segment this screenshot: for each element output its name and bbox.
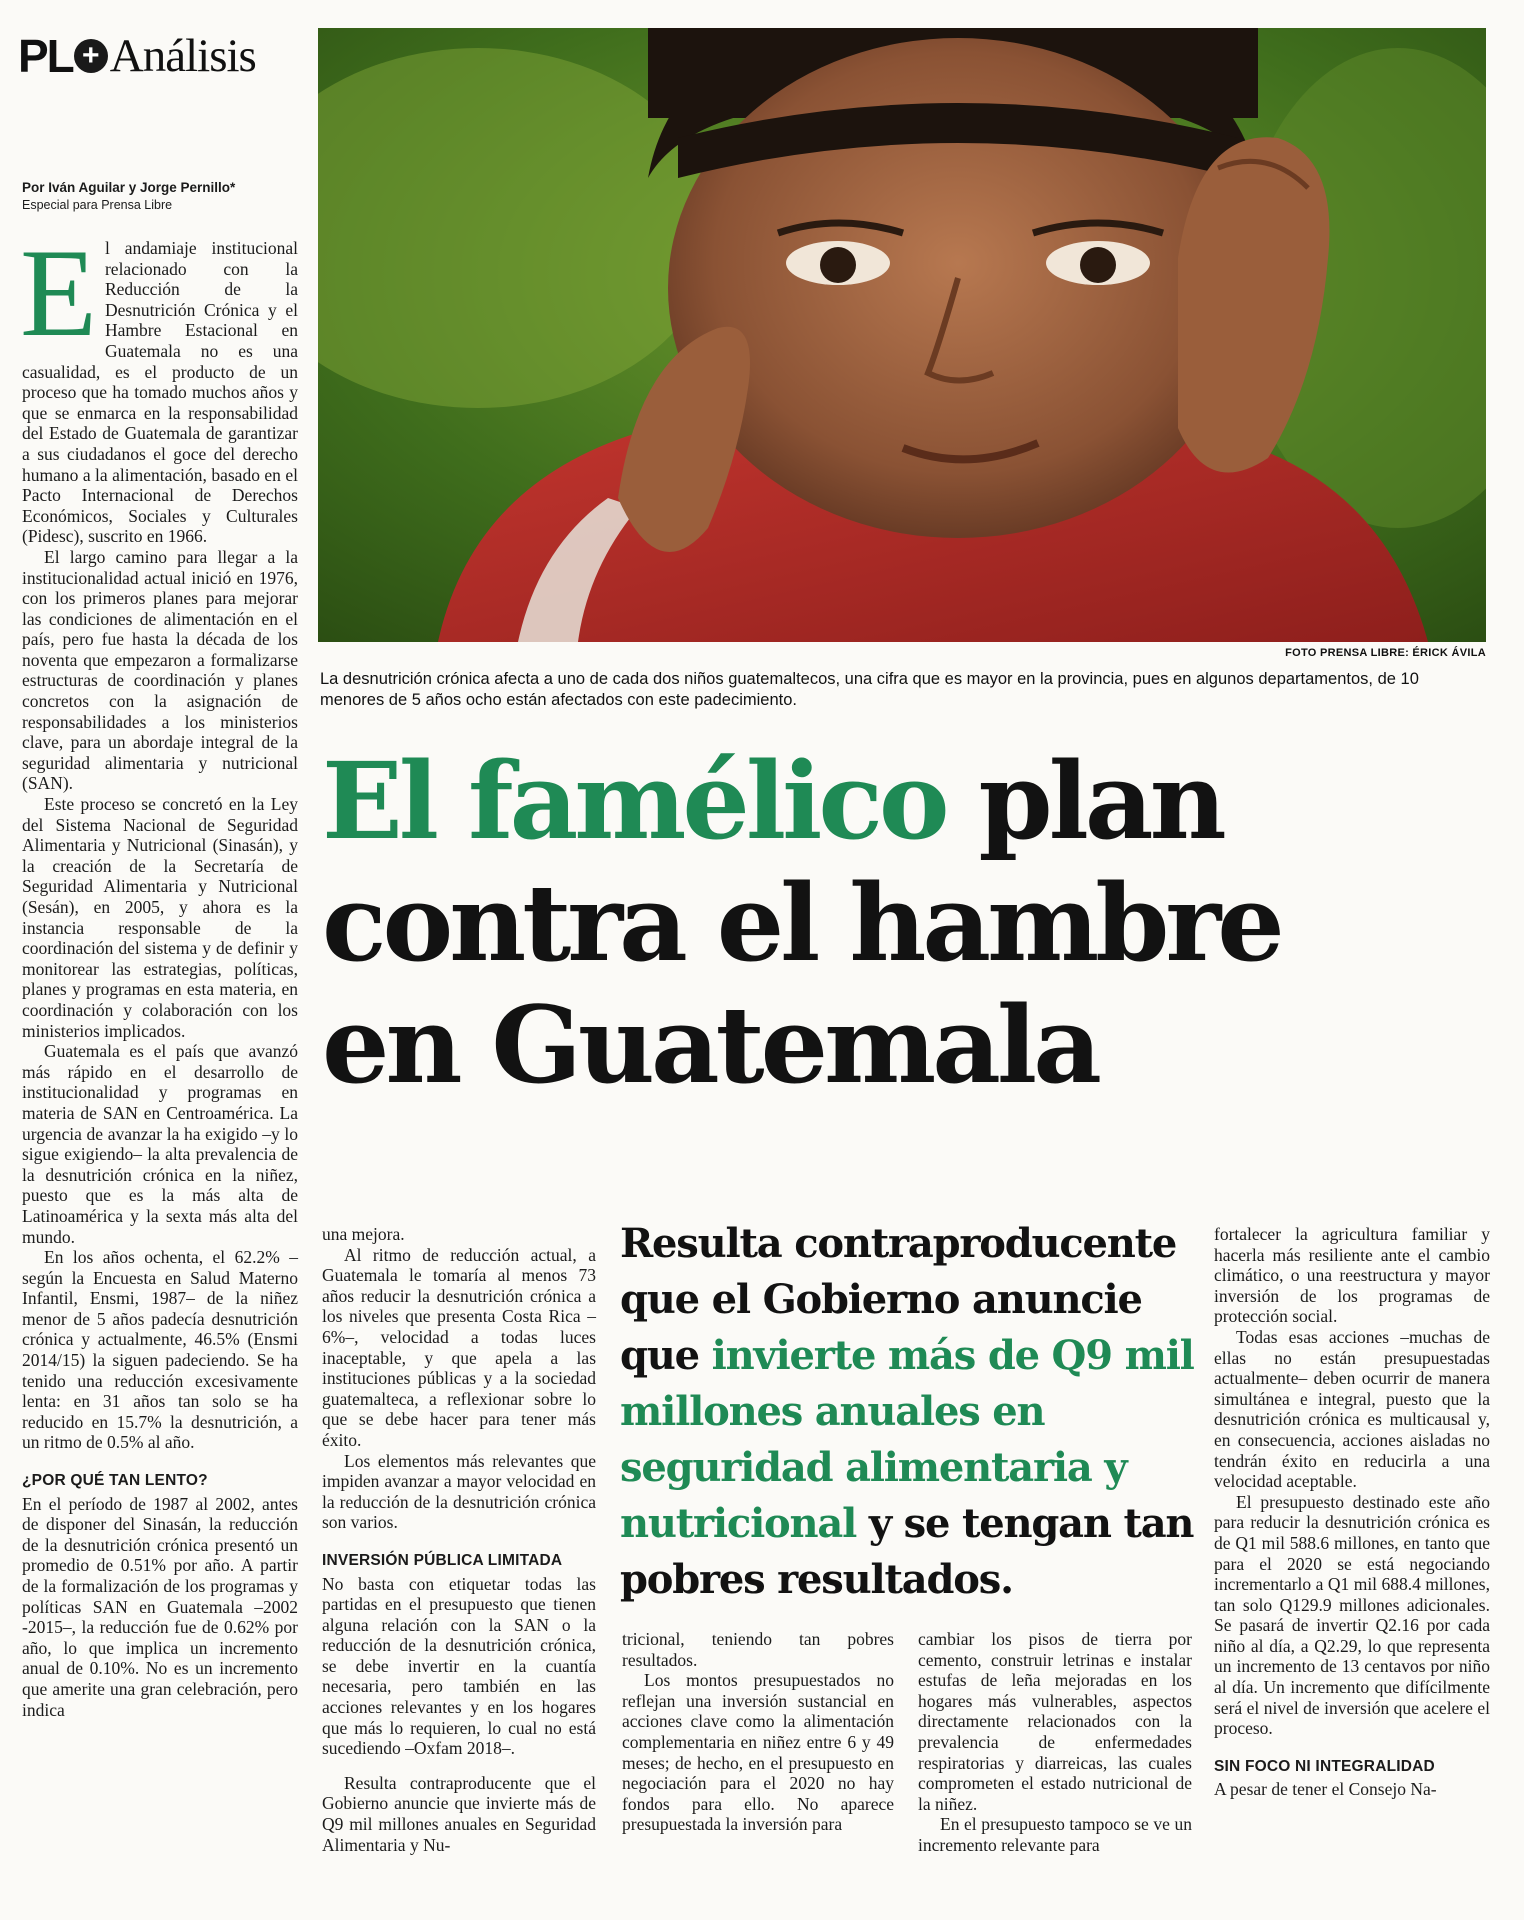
photo-credit: FOTO PRENSA LIBRE: ÉRICK ÁVILA (1285, 647, 1486, 659)
headline-line-3: en Guatemala (322, 982, 1098, 1107)
article-paragraph: cambiar los pisos de tierra por cemento, construir letrinas e instalar estufas de leña mejoradas en los hogares más vulnerables, aspectos directamente relacionados con la prevalencia de enfermedades respiratorias y diarreicas, las cuales comprometen el estado nutricional de la niñez. (918, 1629, 1192, 1814)
article-paragraph: El largo camino para llegar a la institucionalidad actual inició en 1976, con los primeros planes para mejorar las condiciones de alimentación en el país, pero fue hasta la década de los noventa que empezaron a formalizarse estructuras de coordinación y planes concretos con la asignación de responsabilidades a los ministerios clave, para un abordaje integral de la seguridad alimentaria y nutricional (SAN). (22, 546, 298, 794)
plus-icon: + (74, 39, 108, 73)
article-paragraph: A pesar de tener el Consejo Na- (1214, 1779, 1437, 1800)
byline-authors: Por Iván Aguilar y Jorge Pernillo* (22, 180, 236, 195)
byline (22, 180, 292, 212)
article-paragraph: En los años ochenta, el 62.2% –según la Encuesta en Salud Materno Infantil, Ensmi, 1987– de la niñez menor de 5 años padecía desnutrición crónica y actualmente, 46.5% (Ensmi 2014/15) la siguen padeciendo. Se ha tenido una reducción excesivamente lenta: en 31 años tan solo se ha reducido en 15.7% la desnutrición, a un ritmo de 0.5% al año. (22, 1247, 298, 1453)
article-paragraph: En el presupuesto tampoco se ve un incremento relevante para (918, 1814, 1192, 1855)
section-name: Análisis (109, 30, 256, 82)
photo-caption: La desnutrición crónica afecta a uno de cada dos niños guatemaltecos, una cifra que es mayor en la provincia, pues en algunos departamentos, de 10 menores de 5 años ocho están afectados con este padecimiento. (320, 670, 1419, 709)
section-masthead (18, 28, 256, 84)
byline-special: Especial para Prensa Libre (22, 198, 173, 212)
article-paragraph: Resulta contraproducente que el Gobierno anuncie que invierte más de Q9 mil millones anuales en Seguridad Alimentaria y Nu- (322, 1772, 596, 1855)
article-paragraph: En el período de 1987 al 2002, antes de disponer del Sinasán, la reducción de la desnutrición crónica presentó un promedio de 0.51% por año. A partir de la formalización de los programas y políticas SAN en Guatemala –2002 -2015–, la reducción fue de 0.62% por año, lo que implica un incremento anual de 0.10%. No es un incremento que amerite una gran celebración, pero indica (22, 1493, 298, 1720)
article-paragraph: El andamiaje institucional relacionado con la Reducción de la Desnutrición Crónica y el Hambre Estacional en Guatemala no es una casualidad, es el producto de un proceso que ha tomado muchos años y que se enmarca en la responsabilidad del Estado de Guatemala de garantizar a sus ciudadanos el goce del derecho humano a la alimentación, basado en el Pacto Internacional de Derechos Económicos, Sociales y Culturales (Pidesc), suscrito en 1966. (20, 224, 298, 547)
article-paragraph: Los elementos más relevantes que impiden avanzar a mayor velocidad en la reducción de la desnutrición crónica son varios. (322, 1450, 596, 1533)
headline-line-2: contra el hambre (322, 860, 1281, 985)
child-portrait-illustration (318, 28, 1486, 642)
subheading: INVERSIÓN PÚBLICA LIMITADA (322, 1551, 563, 1569)
article-paragraph: Los montos presupuestados no reflejan una inversión sustancial en acciones clave como la alimentación complementaria en niñez entre 6 y 49 meses; de hecho, en el presupuesto en negociación para el 2020 no hay fondos para ello. No aparece presupuestada la inversión para (622, 1670, 894, 1835)
article-paragraph: Este proceso se concretó en la Ley del Sistema Nacional de Seguridad Alimentaria y Nutricional (Sinasán), y la creación de la Secretaría de Seguridad Alimentaria y Nutricional (Sesán), en 2005, y ahora es la instancia responsable de la coordinación del sistema y de definir y monitorear las estrategias, políticas, planes y programas en esta materia, en coordinación y colaboración con los ministerios implicados. (22, 794, 298, 1041)
article-column-5 (1214, 1224, 1490, 1800)
article-column-2 (322, 1224, 596, 1855)
prensa-libre-logo: PL (18, 30, 73, 82)
article-paragraph: fortalecer la agricultura familiar y hacerla más resiliente ante el cambio climático, o una reestructura y mayor inversión de los programas de protección social. (1214, 1224, 1490, 1327)
article-paragraph: Al ritmo de reducción actual, a Guatemala le tomaría al menos 73 años reducir la desnutrición crónica a los niveles que presenta Costa Rica –6%–, velocidad a todas luces inaceptable, y que apela a las instituciones públicas y a la sociedad guatemalteca, a reflexionar sobre lo que se debe hacer para tener más éxito. (322, 1244, 596, 1450)
article-paragraph: tricional, teniendo tan pobres resultados. (622, 1629, 894, 1670)
article-paragraph: Guatemala es el país que avanzó más rápido en el desarrollo de institucionalidad y programas en materia de SAN en Centroamérica. La urgencia de avanzar la ha exigido –y lo sigue exigiendo– la alta prevalencia de la desnutrición crónica en la niñez, puesto que es la más alta de Latinoamérica y la sexta más alta del mundo. (22, 1041, 298, 1247)
subheading: ¿POR QUÉ TAN LENTO? (22, 1472, 208, 1490)
article-paragraph: Todas esas acciones –muchas de ellas no están presupuestadas actualmente– deben ocurrir de manera simultánea e integral, puesto que la desnutrición crónica es multicausal y, en consecuencia, acciones aisladas no tendrán éxito en reducirla a una velocidad aceptable. (1214, 1326, 1490, 1492)
subheading: SIN FOCO NI INTEGRALIDAD (1214, 1757, 1435, 1775)
article-column-3 (622, 1629, 894, 1835)
article-column-1 (20, 224, 298, 1720)
headline-line-1: El famélico plan (322, 738, 1223, 863)
cover-photo (318, 28, 1486, 642)
pull-quote: Resulta contraproducente que el Gobierno anuncie que invierte más de Q9 mil millones anuales en seguridad alimentaria y nutricional y se tengan tan pobres resultados. (620, 1220, 1194, 1603)
article-paragraph: No basta con etiquetar todas las partidas en el presupuesto que tienen alguna relación con la SAN o la reducción de la desnutrición crónica, se debe invertir en la cuantía necesaria, pero también en las acciones relevantes y en los hogares que más lo requieren, lo cual no está sucediendo –Oxfam 2018–. (322, 1573, 596, 1759)
article-paragraph: una mejora. (322, 1224, 405, 1244)
article-column-4 (918, 1629, 1192, 1856)
headline (322, 740, 1512, 1106)
drop-cap: E (20, 224, 97, 363)
article-paragraph: El presupuesto destinado este año para reducir la desnutrición crónica es de Q1 mil 588.6 millones, en tanto que para el 2020 se está negociando incrementarlo a Q1 mil 688.4 millones, tan solo Q129.9 millones adicionales. Se pasará de invertir Q2.16 por cada niño al día, a Q2.29, lo que representa un incremento de 13 centavos por niño al día. Un incremento que difícilmente será el nivel de inversión que acelere el proceso. (1214, 1491, 1490, 1739)
